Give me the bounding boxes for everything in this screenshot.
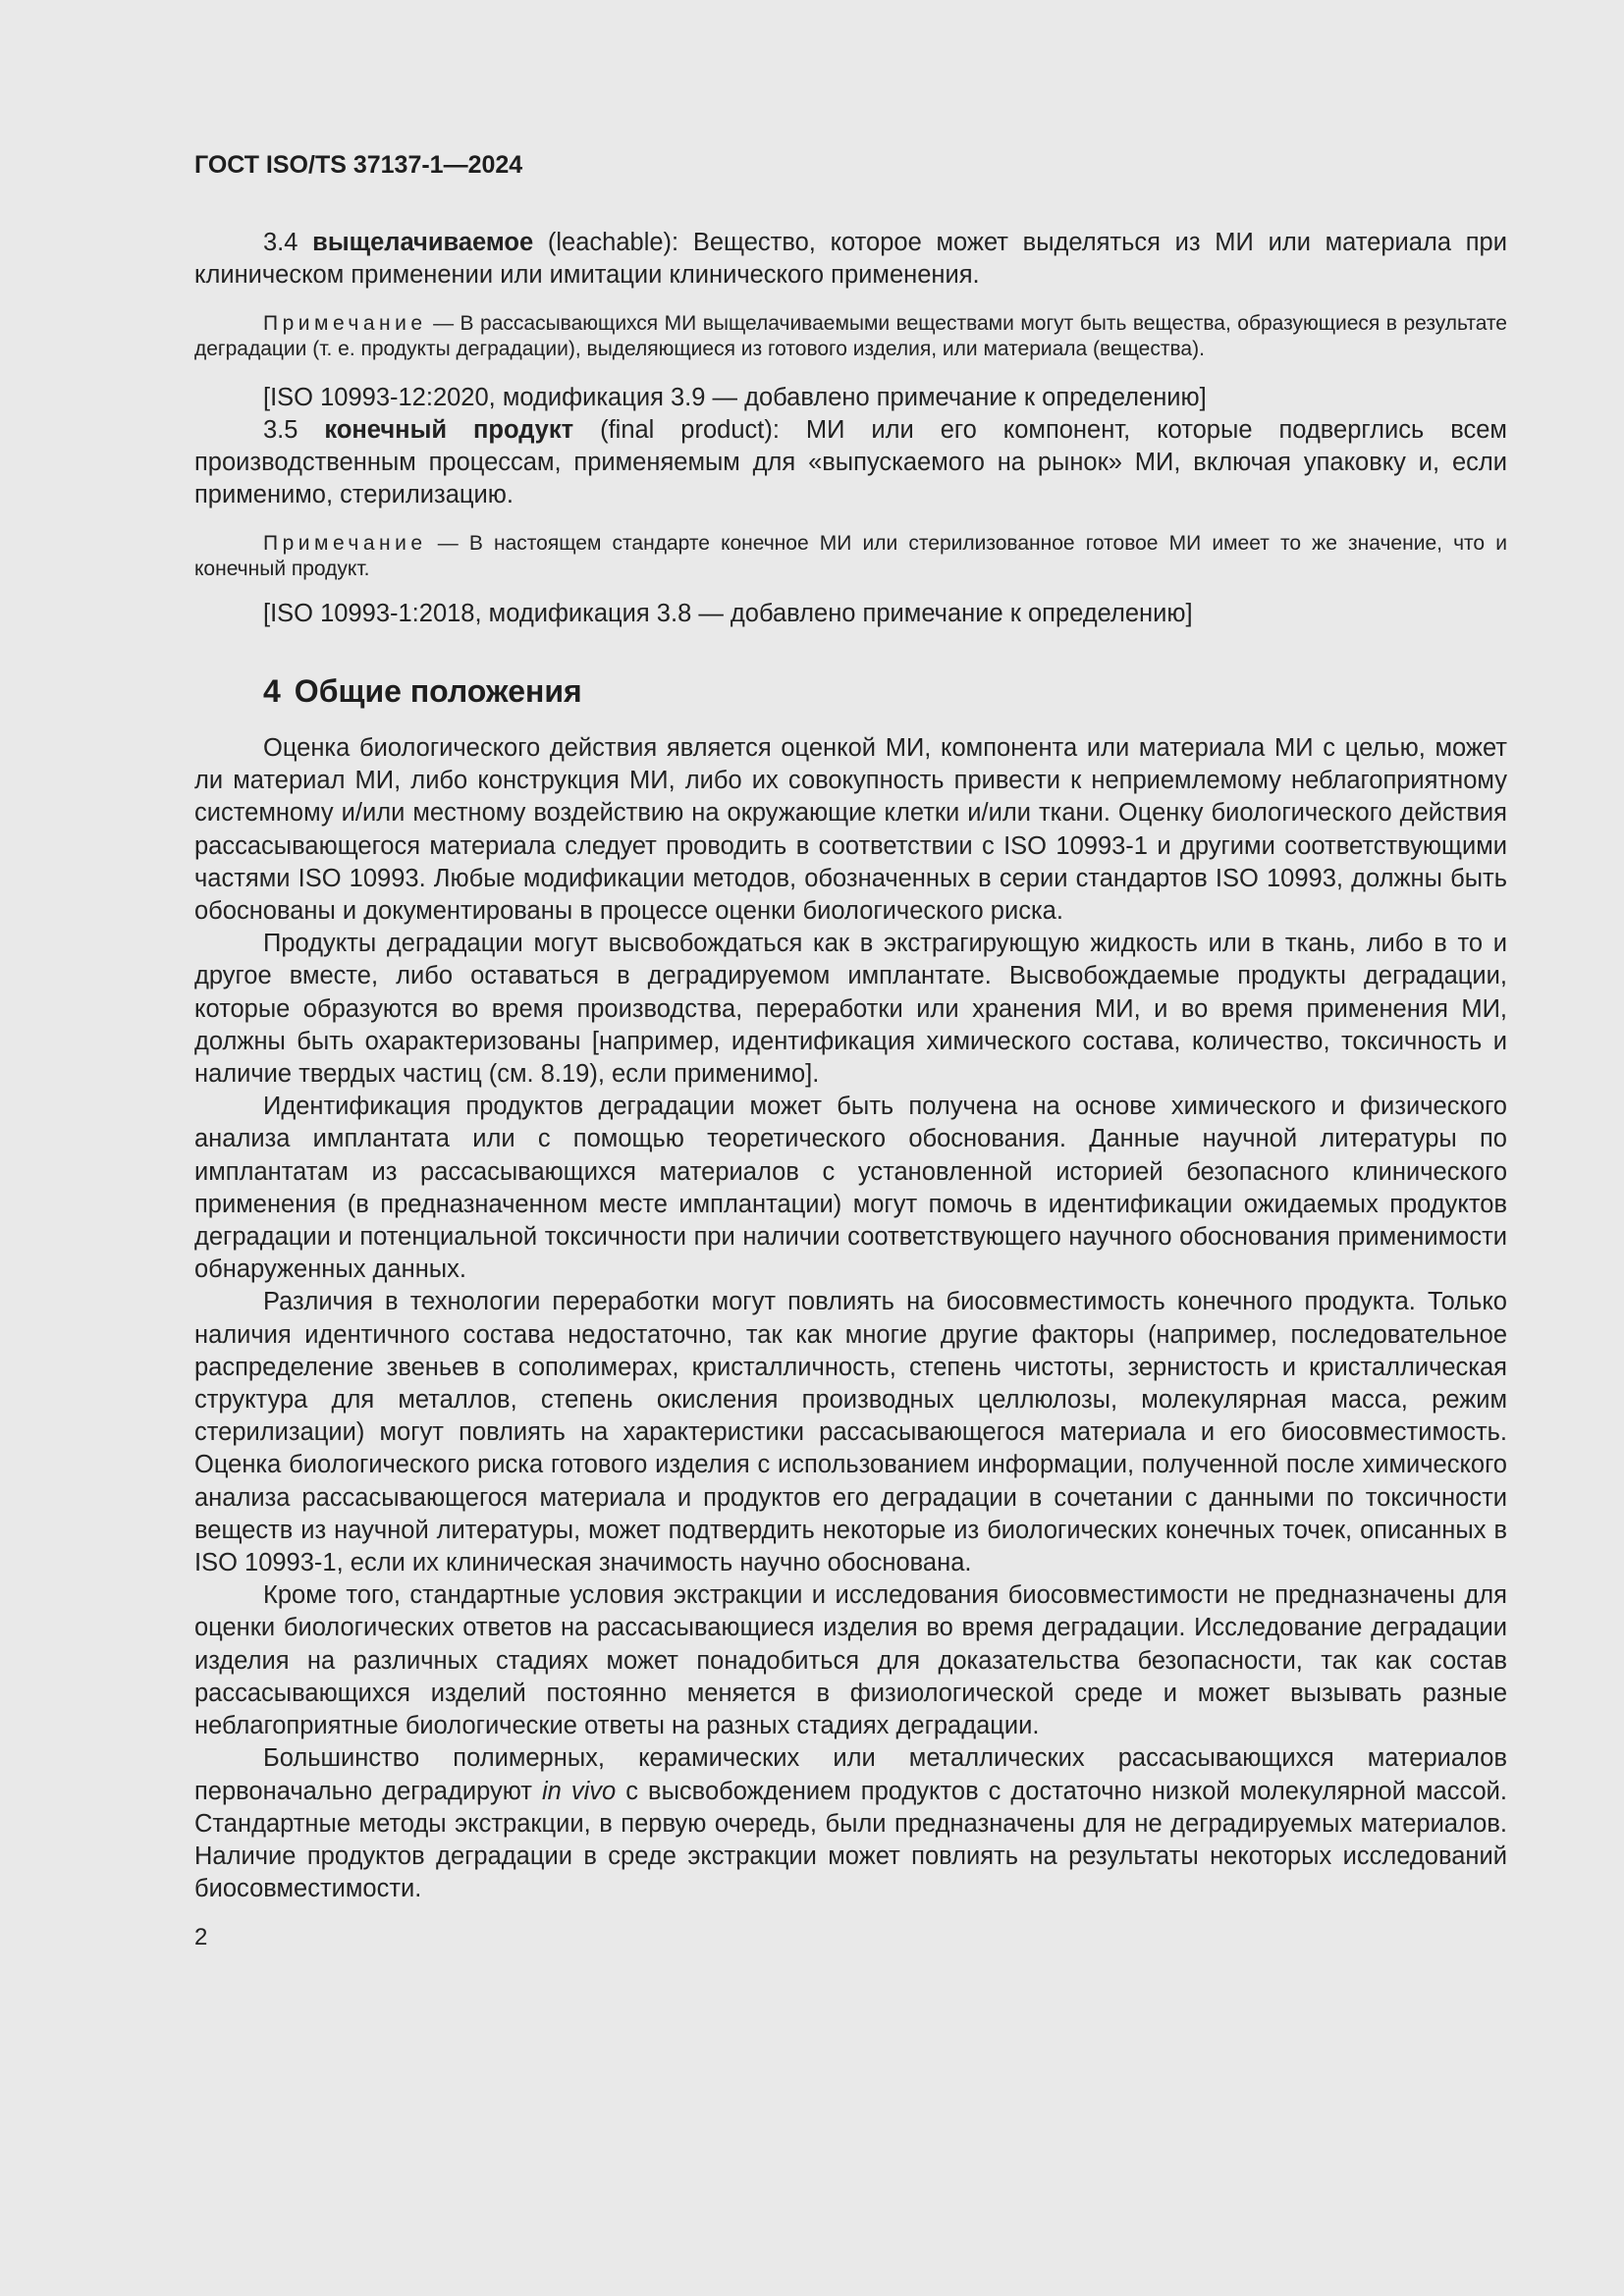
term-number: 3.5	[263, 416, 298, 444]
note-label: Примечание	[263, 532, 427, 555]
term-english: (leachable):	[547, 229, 679, 256]
body-paragraph-6	[194, 1742, 1507, 1905]
section-number: 4	[263, 673, 281, 709]
term-definition-text: МИ или его компонент, которые подверглись всем производственным процессам, применяемым для «выпускаемого на рынок» МИ, включая упаковку и, если применимо, стерилизацию.	[194, 416, 1507, 508]
paragraph-text: с высвобождением продуктов с достаточно низкой молекулярной массой. Стандартные методы экстракции, в первую очередь, были предназначены для не деградируемых материалов. Наличие продуктов деградации в среде экстракции может повлиять на результаты некоторых исследований биосовместимости.	[194, 1777, 1507, 1903]
term-3-5-note	[194, 531, 1507, 582]
term-3-5-source: [ISO 10993-1:2018, модификация 3.8 — добавлено примечание к определению]	[263, 600, 1193, 627]
body-paragraph-2: Продукты деградации могут высвобождаться как в экстрагирующую жидкость или в ткань, либо в то и другое вместе, либо оставаться в деградируемом имплантате. Высвобождаемые продукты деградации, которые образуются во время производства, переработки или хранения МИ, и во время применения МИ, должны быть охарактеризованы [например, идентификация химического состава, количество, токсичность и наличие твердых частиц (см. 8.19), если применимо].	[194, 930, 1507, 1089]
term-english: (final product):	[600, 416, 780, 444]
document-header: ГОСТ ISO/TS 37137-1—2024	[194, 151, 523, 179]
term-name: выщелачиваемое	[312, 229, 534, 256]
term-3-4-note	[194, 311, 1507, 362]
page-number: 2	[194, 1924, 208, 1951]
term-number: 3.4	[263, 229, 298, 256]
paragraph-text: Большинство полимерных, керамических или металлических рассасывающихся материалов первоначально деградируют	[194, 1744, 1507, 1805]
body-paragraph-1: Оценка биологического действия является оценкой МИ, компонента или материала МИ с целью, может ли материал МИ, либо конструкция МИ, либо их совокупность привести к неприемлемому неблагоприятному системному и/или местному воздействию на окружающие клетки и/или ткани. Оценку биологического действия рассасывающегося материала следует проводить в соответствии с ISO 10993-1 и другими соответствующими частями ISO 10993. Любые модификации методов, обозначенных в серии стандартов ISO 10993, должны быть обоснованы и документированы в процессе оценки биологического риска.	[194, 734, 1507, 926]
body-paragraph-4: Различия в технологии переработки могут повлиять на биосовместимость конечного продукта. Только наличия идентичного состава недостаточно, так как многие другие факторы (например, последовательное распределение звеньев в сополимерах, кристалличность, степень чистоты, зернистость и кристаллическая структура для металлов, степень окисления производных целлюлозы, молекулярная масса, режим стерилизации) могут повлиять на характеристики рассасывающегося материала и его биосовместимость. Оценка биологического риска готового изделия с использованием информации, полученной после химического анализа рассасывающегося материала и продуктов его деградации в сочетании с данными по токсичности веществ из научной литературы, может подтвердить некоторые из биологических конечных точек, описанных в ISO 10993-1, если их клиническая значимость научно обоснована.	[194, 1288, 1507, 1577]
term-3-4-source: [ISO 10993-12:2020, модификация 3.9 — добавлено примечание к определению]	[263, 384, 1207, 411]
body-paragraph-5: Кроме того, стандартные условия экстракции и исследования биосовместимости не предназначены для оценки биологических ответов на рассасывающиеся изделия во время деградации. Исследование деградации изделия на различных стадиях может понадобиться для доказательства безопасности, так как состав рассасывающихся изделий постоянно меняется в физиологической среде и может вызывать разные неблагоприятные биологические ответы на разных стадиях деградации.	[194, 1581, 1507, 1740]
term-definition-text: Вещество, которое может выделяться из МИ или материала при клиническом применении или имитации клинического применения.	[194, 229, 1507, 289]
term-name: конечный продукт	[324, 416, 574, 444]
note-text: — В настоящем стандарте конечное МИ или стерилизованное готовое МИ имеет то же значение, что и конечный продукт.	[194, 532, 1507, 580]
paragraph-italic-term: in vivo	[542, 1777, 617, 1805]
body-paragraph-3: Идентификация продуктов деградации может быть получена на основе химического и физического анализа имплантата или с помощью теоретического обоснования. Данные научной литературы по имплантатам из рассасывающихся материалов с установленной историей безопасного клинического применения (в предназначенном месте имплантации) могут помочь в идентификации ожидаемых продуктов деградации и потенциальной токсичности при наличии соответствующего научного обоснования применимости обнаруженных данных.	[194, 1093, 1507, 1284]
term-3-4-definition	[194, 227, 1507, 292]
note-text: — В рассасывающихся МИ выщелачиваемыми веществами могут быть вещества, образующиеся в результате деградации (т. е. продукты деградации), выделяющиеся из готового изделия, или материала (вещества).	[194, 312, 1507, 360]
section-4-heading	[263, 671, 1507, 711]
term-3-5-definition	[194, 414, 1507, 511]
section-title: Общие положения	[294, 673, 582, 709]
note-label: Примечание	[263, 312, 427, 335]
